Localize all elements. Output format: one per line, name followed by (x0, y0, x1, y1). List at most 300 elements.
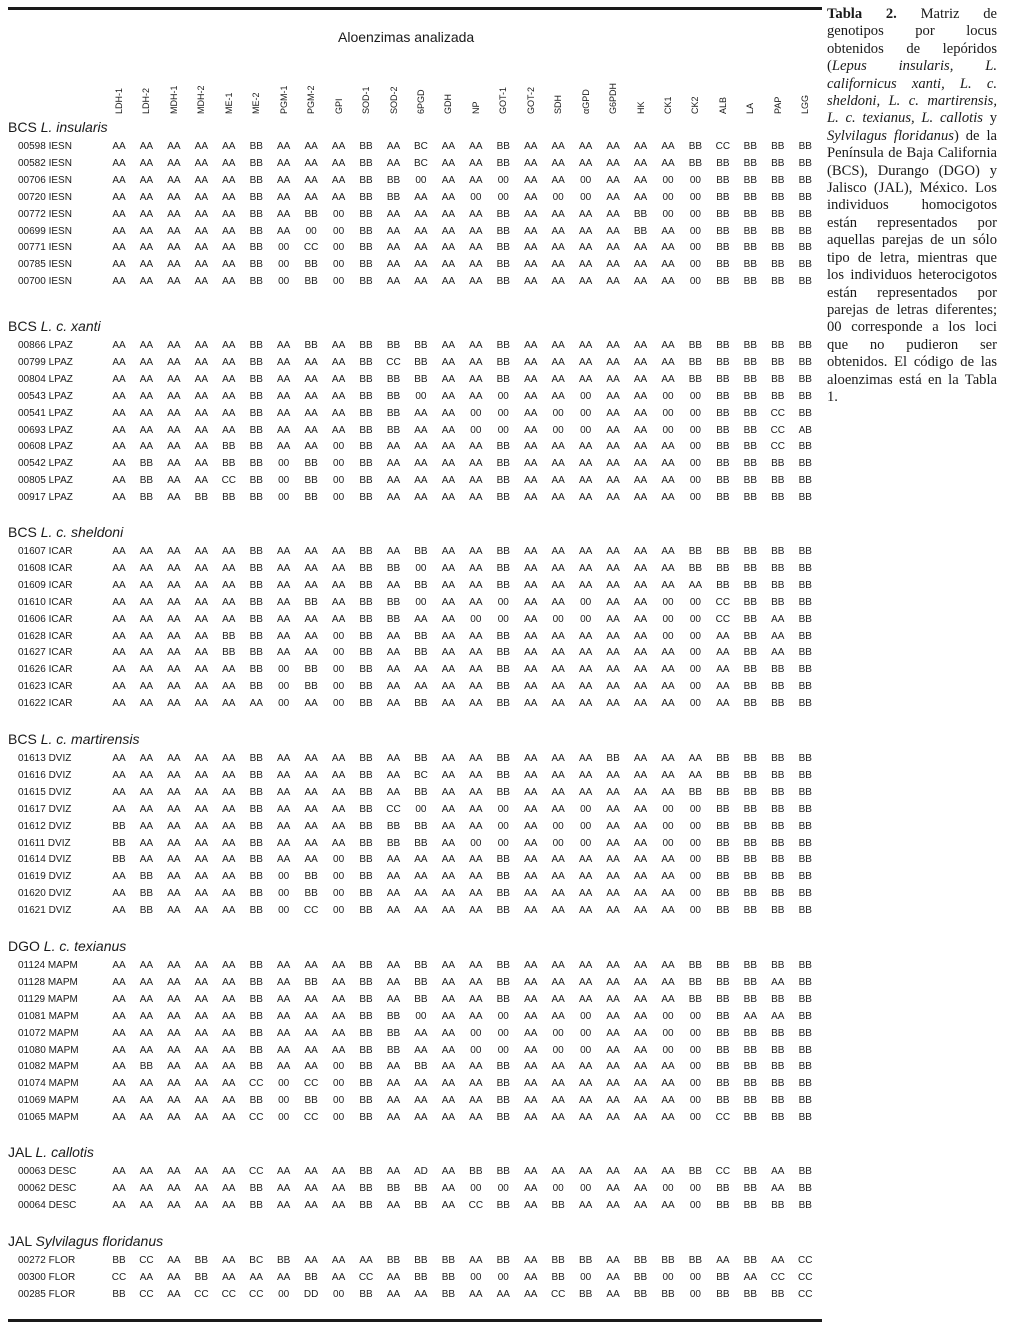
genotype-cell: BB (496, 993, 510, 1005)
genotype-cell: 00 (689, 647, 701, 659)
genotype-cell: BB (249, 905, 263, 917)
genotype-cell: AA (578, 905, 593, 917)
genotype-cell: AA (578, 1078, 593, 1090)
genotype-cell: AA (304, 1255, 318, 1266)
genotype-cell: AA (606, 630, 620, 642)
genotype-cell: AA (194, 803, 209, 815)
genotype-cell: AA (771, 976, 785, 988)
genotype-cell: CC (770, 424, 786, 436)
genotype-cell: 00 (689, 208, 701, 220)
genotype-cell: AA (633, 1182, 648, 1194)
genotype-cell: 00 (497, 820, 509, 832)
table-row (0, 960, 820, 976)
genotype-cell: BB (743, 888, 758, 900)
genotype-cell: CC (715, 596, 731, 608)
genotype-cell: AA (194, 613, 209, 625)
genotype-cell: AA (304, 803, 318, 815)
genotype-cell: AA (441, 191, 456, 203)
genotype-cell: AA (441, 276, 456, 288)
genotype-cell: AA (112, 407, 126, 419)
genotype-cell: AA (661, 356, 675, 368)
genotype-cell: AA (551, 546, 565, 557)
genotype-cell: BB (771, 1199, 785, 1211)
genotype-cell: BB (743, 424, 758, 436)
genotype-cell: AA (524, 373, 538, 385)
genotype-cell: BB (771, 242, 785, 254)
genotype-cell: AA (167, 630, 181, 642)
genotype-cell: AA (139, 820, 154, 832)
genotype-cell: BB (304, 259, 318, 271)
genotype-cell: BB (249, 191, 263, 203)
specimen-id: 01128 MAPM (18, 976, 78, 988)
locus-header-label: αGPD (580, 89, 591, 114)
genotype-cell: AA (304, 769, 318, 781)
genotype-cell: BB (139, 905, 154, 917)
genotype-cell: BB (716, 174, 730, 186)
specimen-id: 01616 DVIZ (18, 769, 72, 781)
genotype-cell: AA (139, 681, 154, 693)
genotype-cell: 00 (497, 424, 509, 436)
specimen-id: 00799 LPAZ (18, 356, 73, 368)
genotype-cell: AA (524, 786, 538, 798)
genotype-cell: AA (578, 786, 593, 798)
genotype-cell: AA (469, 492, 483, 504)
caption-part: ) de la Península de Baja California (BCS), Durango (DGO) y Jalisco (JAL), México. Los individuos homocigotos están representados por aquellas parejas de un sólo tipo de letra, mientras que los individuos heterocigotos están representados por parejas de letras diferentes; 00 corresponde a los loci que no pudieron ser obtenidos. El código de las aloenzimas está en la Tabla 1. (827, 127, 997, 405)
genotype-cell: AA (167, 753, 181, 764)
genotype-cell: BB (304, 664, 318, 676)
genotype-cell: 00 (333, 475, 345, 487)
specimen-id: 00598 IESN (18, 141, 72, 152)
genotype-cell: AA (414, 664, 428, 676)
genotype-cell: BB (743, 562, 758, 574)
genotype-cell: BB (386, 174, 401, 186)
genotype-cell: AA (222, 1010, 236, 1022)
genotype-cell: 00 (470, 1044, 482, 1056)
genotype-cell: BB (743, 1288, 758, 1300)
genotype-cell: CC (386, 803, 401, 815)
genotype-cell: AA (167, 546, 181, 557)
genotype-cell: CC (303, 1112, 319, 1124)
genotype-cell: CC (249, 1166, 264, 1177)
genotype-cell: BB (688, 141, 703, 152)
genotype-cell: BB (222, 458, 236, 470)
genotype-cell: AA (524, 976, 538, 988)
genotype-cell: AA (524, 356, 538, 368)
genotype-cell: 00 (689, 407, 701, 419)
genotype-cell: AA (524, 753, 538, 764)
genotype-cell: AA (139, 1044, 154, 1056)
genotype-cell: BB (771, 803, 785, 815)
genotype-cell: BB (359, 630, 373, 642)
genotype-cell: AA (112, 174, 126, 186)
genotype-cell: BB (716, 562, 730, 574)
genotype-cell: AA (578, 1112, 593, 1124)
table-row (0, 753, 820, 769)
genotype-cell: BB (414, 960, 428, 971)
genotype-cell: AA (441, 475, 456, 487)
genotype-cell: 00 (689, 1027, 701, 1039)
genotype-cell: AA (194, 242, 209, 254)
genotype-cell: AA (167, 854, 181, 866)
table-row (0, 1061, 820, 1077)
genotype-cell: AA (386, 1078, 401, 1090)
genotype-cell: AA (304, 356, 318, 368)
genotype-cell: BB (359, 854, 373, 866)
genotype-cell: AA (139, 837, 154, 849)
genotype-cell: AA (167, 208, 181, 220)
genotype-cell: AA (771, 1166, 785, 1177)
genotype-cell: BB (771, 340, 785, 351)
specimen-id: 00543 LPAZ (18, 390, 73, 402)
table-row (0, 259, 820, 275)
genotype-cell: BB (386, 1044, 401, 1056)
genotype-cell: AA (194, 458, 209, 470)
genotype-cell: AA (139, 960, 154, 971)
genotype-cell: AA (386, 276, 401, 288)
genotype-cell: AA (167, 596, 181, 608)
genotype-cell: BB (249, 1199, 263, 1211)
genotype-cell: AA (606, 441, 620, 453)
genotype-cell: BB (249, 854, 263, 866)
genotype-cell: AA (661, 562, 675, 574)
genotype-cell: 00 (552, 820, 564, 832)
genotype-cell: BB (359, 613, 373, 625)
locus-header-label: G6PDH (608, 82, 619, 114)
genotype-cell: AA (661, 546, 675, 557)
genotype-cell: AA (661, 976, 675, 988)
genotype-cell: AA (194, 225, 209, 237)
genotype-cell: AA (112, 647, 126, 659)
group-title (8, 318, 101, 334)
genotype-cell: BB (743, 630, 758, 642)
genotype-cell: 00 (333, 1288, 345, 1300)
genotype-cell: AA (139, 647, 154, 659)
genotype-cell: 00 (333, 681, 345, 693)
genotype-cell: BB (414, 820, 428, 832)
genotype-cell: AA (633, 1078, 648, 1090)
genotype-cell: AA (222, 141, 236, 152)
genotype-cell: AA (331, 1027, 346, 1039)
genotype-cell: AA (578, 340, 593, 351)
genotype-cell: AA (441, 1061, 456, 1073)
table-row (0, 340, 820, 356)
genotype-cell: AA (661, 1095, 675, 1107)
genotype-cell: 00 (662, 803, 674, 815)
genotype-cell: BB (359, 407, 373, 419)
genotype-cell: BB (743, 820, 758, 832)
group-taxon: L. callotis (35, 1144, 94, 1160)
genotype-cell: AA (167, 141, 181, 152)
table-row (0, 580, 820, 596)
genotype-cell: 00 (689, 174, 701, 186)
genotype-cell: DD (303, 1288, 319, 1300)
genotype-cell: 00 (580, 1271, 592, 1283)
genotype-cell: BB (743, 579, 758, 591)
genotype-cell: 00 (689, 458, 701, 470)
genotype-cell: AA (167, 1044, 181, 1056)
genotype-cell: AA (633, 407, 648, 419)
genotype-cell: AA (194, 647, 209, 659)
genotype-cell: BB (359, 579, 373, 591)
table-row (0, 425, 820, 441)
genotype-cell: AA (194, 596, 209, 608)
genotype-cell: BB (688, 373, 703, 385)
genotype-cell: BB (359, 786, 373, 798)
genotype-cell: BB (249, 1044, 263, 1056)
genotype-cell: AA (167, 340, 181, 351)
genotype-cell: AA (441, 1095, 456, 1107)
genotype-cell: AA (194, 1199, 209, 1211)
genotype-cell: 00 (497, 596, 509, 608)
genotype-cell: AA (688, 579, 703, 591)
genotype-cell: AA (139, 753, 154, 764)
genotype-cell: BB (743, 664, 758, 676)
genotype-cell: AA (441, 1027, 456, 1039)
genotype-cell: AA (277, 1199, 291, 1211)
table-caption (827, 6, 997, 406)
genotype-cell: BB (798, 1044, 812, 1056)
genotype-cell: BB (249, 1095, 263, 1107)
genotype-cell: BB (771, 475, 785, 487)
genotype-cell: BB (496, 157, 510, 169)
genotype-cell: BB (414, 340, 428, 351)
genotype-cell: AA (524, 191, 538, 203)
table-row (0, 357, 820, 373)
genotype-cell: BB (359, 1166, 373, 1177)
genotype-cell: AA (441, 905, 456, 917)
genotype-cell: BB (798, 1061, 812, 1073)
genotype-cell: AA (606, 1271, 620, 1283)
genotype-cell: AA (386, 1288, 401, 1300)
genotype-cell: 00 (689, 664, 701, 676)
genotype-cell: AA (633, 871, 648, 883)
genotype-cell: AA (606, 871, 620, 883)
genotype-cell: AA (194, 960, 209, 971)
genotype-cell: AA (551, 475, 565, 487)
genotype-cell: AA (606, 340, 620, 351)
genotype-cell: AA (716, 664, 730, 676)
genotype-cell: BB (716, 769, 730, 781)
specimen-id: 00772 IESN (18, 208, 72, 220)
genotype-cell: CC (798, 1271, 813, 1283)
genotype-cell: BB (249, 803, 263, 815)
genotype-cell: 00 (689, 820, 701, 832)
genotype-cell: BB (359, 753, 373, 764)
genotype-cell: AA (139, 993, 154, 1005)
genotype-cell: 00 (689, 441, 701, 453)
genotype-cell: AA (524, 441, 538, 453)
genotype-cell: BC (413, 141, 428, 152)
genotype-cell: BB (249, 820, 263, 832)
genotype-cell: AA (524, 141, 538, 152)
genotype-cell: AA (469, 888, 483, 900)
specimen-id: 01611 DVIZ (18, 837, 71, 849)
genotype-cell: AA (524, 1271, 538, 1283)
genotype-cell: 00 (278, 458, 290, 470)
genotype-cell: AA (139, 1010, 154, 1022)
table-row (0, 1166, 820, 1182)
genotype-cell: AA (222, 1061, 236, 1073)
genotype-cell: AA (688, 769, 703, 781)
genotype-cell: AA (277, 1166, 291, 1177)
genotype-cell: 00 (689, 225, 701, 237)
genotype-cell: AA (441, 837, 456, 849)
genotype-cell: BB (496, 960, 510, 971)
genotype-cell: 00 (689, 630, 701, 642)
genotype-cell: AA (414, 407, 428, 419)
genotype-cell: AA (222, 562, 236, 574)
group-title (8, 524, 123, 540)
genotype-cell: BB (743, 276, 758, 288)
table-row (0, 770, 820, 786)
genotype-cell: CC (715, 1112, 731, 1124)
genotype-cell: BB (414, 976, 428, 988)
genotype-cell: 00 (552, 424, 564, 436)
table-row (0, 374, 820, 390)
genotype-cell: AA (139, 340, 154, 351)
genotype-cell: AA (167, 681, 181, 693)
genotype-cell: AA (524, 1061, 538, 1073)
genotype-cell: AA (688, 753, 703, 764)
genotype-cell: AA (331, 356, 346, 368)
genotype-cell: BB (222, 441, 236, 453)
genotype-cell: AA (414, 492, 428, 504)
genotype-cell: AA (606, 242, 620, 254)
genotype-cell: CC (468, 1199, 484, 1211)
genotype-cell: BB (633, 1271, 648, 1283)
genotype-cell: AA (277, 837, 291, 849)
genotype-cell: AA (606, 141, 620, 152)
genotype-cell: BB (798, 579, 812, 591)
genotype-cell: BB (743, 698, 758, 710)
genotype-cell: BB (414, 356, 428, 368)
genotype-cell: BB (716, 546, 730, 557)
specimen-id: 01628 ICAR (18, 630, 73, 642)
genotype-cell: BB (771, 596, 785, 608)
genotype-cell: 00 (552, 1044, 564, 1056)
genotype-cell: AA (524, 1044, 538, 1056)
genotype-cell: BB (688, 960, 703, 971)
genotype-cell: AA (277, 225, 291, 237)
genotype-cell: AA (112, 458, 126, 470)
genotype-cell: AA (304, 562, 318, 574)
genotype-cell: AA (167, 242, 181, 254)
genotype-cell: AA (633, 820, 648, 832)
genotype-cell: AA (331, 424, 346, 436)
genotype-cell: AA (112, 753, 126, 764)
genotype-cell: AA (606, 562, 620, 574)
genotype-cell: BB (771, 769, 785, 781)
genotype-cell: BB (743, 1255, 758, 1266)
genotype-cell: AA (441, 786, 456, 798)
genotype-cell: AA (441, 174, 456, 186)
genotype-cell: 00 (415, 1010, 427, 1022)
genotype-cell: BB (798, 753, 812, 764)
genotype-cell: 00 (278, 664, 290, 676)
genotype-cell: AA (277, 579, 291, 591)
genotype-cell: AA (578, 276, 593, 288)
genotype-cell: AA (551, 1095, 565, 1107)
genotype-cell: BB (743, 141, 758, 152)
group-title (8, 1233, 163, 1249)
genotype-cell: BB (743, 1199, 758, 1211)
genotype-cell: 00 (333, 458, 345, 470)
genotype-cell: BB (798, 1078, 812, 1090)
genotype-cell: BB (386, 1010, 401, 1022)
genotype-cell: AA (139, 1078, 154, 1090)
table-row (0, 408, 820, 424)
genotype-cell: BB (496, 1095, 510, 1107)
genotype-cell: AA (277, 993, 291, 1005)
table-row (0, 1272, 820, 1288)
genotype-cell: AA (277, 1044, 291, 1056)
genotype-cell: AA (551, 681, 565, 693)
genotype-cell: BB (771, 1027, 785, 1039)
genotype-cell: AA (222, 191, 236, 203)
genotype-cell: BB (359, 647, 373, 659)
table-row (0, 1183, 820, 1199)
locus-header-label: CK2 (690, 96, 701, 114)
table-row (0, 158, 820, 174)
group-taxon: Sylvilagus floridanus (35, 1233, 164, 1249)
genotype-cell: AA (194, 888, 209, 900)
genotype-cell: 00 (662, 1027, 674, 1039)
genotype-cell: AA (139, 1095, 154, 1107)
locus-header-label: NP (470, 101, 481, 114)
genotype-cell: CC (139, 1288, 154, 1300)
genotype-cell: BB (496, 242, 510, 254)
genotype-cell: AA (441, 1199, 456, 1211)
genotype-cell: AA (606, 1061, 620, 1073)
genotype-cell: BB (743, 753, 758, 764)
genotype-cell: AA (606, 596, 620, 608)
genotype-cell: CC (715, 1166, 731, 1177)
genotype-cell: AA (414, 208, 428, 220)
genotype-cell: AA (386, 458, 401, 470)
genotype-cell: BB (798, 803, 812, 815)
genotype-cell: AA (661, 647, 675, 659)
group-title (8, 938, 126, 954)
genotype-cell: AA (551, 905, 565, 917)
genotype-cell: AA (578, 871, 593, 883)
genotype-cell: AA (524, 157, 538, 169)
genotype-cell: AA (167, 803, 181, 815)
specimen-id: 01069 MAPM (18, 1095, 79, 1107)
genotype-cell: 00 (689, 276, 701, 288)
genotype-cell: BB (661, 1255, 675, 1266)
genotype-cell: 00 (278, 888, 290, 900)
genotype-cell: AA (359, 1255, 373, 1266)
genotype-cell: AA (331, 340, 346, 351)
genotype-cell: AA (551, 208, 565, 220)
genotype-cell: AA (194, 546, 209, 557)
genotype-cell: AA (441, 492, 456, 504)
genotype-cell: AA (331, 1166, 346, 1177)
genotype-cell: AA (194, 753, 209, 764)
genotype-cell: BB (359, 1010, 373, 1022)
genotype-cell: AA (277, 613, 291, 625)
group-region: BCS (8, 731, 37, 747)
table-row (0, 175, 820, 191)
genotype-cell: AA (222, 1255, 236, 1266)
genotype-cell: BB (496, 647, 510, 659)
genotype-cell: CC (358, 1271, 374, 1283)
genotype-cell: AA (222, 546, 236, 557)
genotype-cell: BB (743, 1044, 758, 1056)
genotype-cell: 00 (333, 905, 345, 917)
genotype-cell: AA (331, 407, 346, 419)
genotype-cell: AA (661, 1199, 675, 1211)
